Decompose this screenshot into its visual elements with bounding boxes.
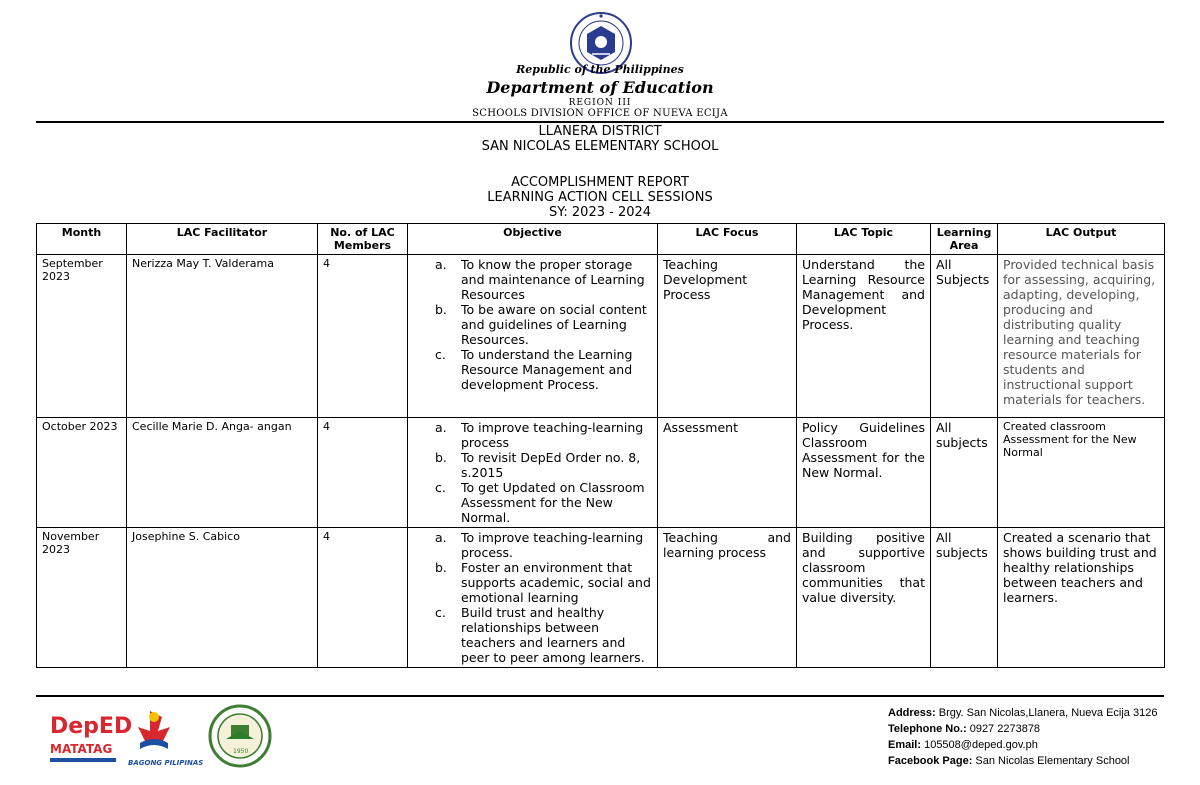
district-name: LLANERA DISTRICT [538,124,662,139]
members-cell: 4 [318,528,408,668]
facilitator-cell: Cecille Marie D. Anga- angan [127,418,318,528]
table-row [37,528,1165,668]
topic-cell: Understand the Learning Resource Management and Development Process. [797,255,931,418]
bagong-pilipinas-logo-icon [128,711,203,767]
objective-item: a. To improve teaching-learning process [435,420,644,450]
area-cell: All Subjects [931,255,998,418]
header-topic: LAC Topic [797,224,931,255]
school-year: SY: 2023 - 2024 [548,205,652,220]
objective-item: a. To improve teaching-learning process. [435,530,644,560]
table-header-row [37,224,1165,255]
deped-matatag-logo-icon [50,714,132,762]
contact-block [888,705,1157,769]
objective-item: c. To get Updated on Classroom Assessment for the New Normal. [435,480,645,525]
bagong-pilipinas-text: BAGONG PILIPINAS [128,759,204,767]
header-output: LAC Output [998,224,1165,255]
division-line: SCHOOLS DIVISION OFFICE OF NUEVA ECIJA [472,108,728,119]
department-name: Department of Education [486,78,714,97]
footer-divider [36,695,1164,697]
region-line: REGION III [568,98,632,108]
footer-logo-strip [50,703,300,769]
objective-cell [408,528,658,668]
facilitator-cell: Josephine S. Cabico [127,528,318,668]
table-row [37,255,1165,418]
lac-table [36,223,1165,668]
republic-line: Republic of the Philippines [516,63,684,76]
matatag-logo-text: MATATAG [50,742,113,756]
members-cell: 4 [318,418,408,528]
output-cell: Provided technical basis for assessing, acquiring, adapting, developing, producing and distributing quality learning and teaching resource materials for students and instructional support materials for teachers. [998,255,1165,418]
report-heading [0,175,1200,220]
topic-cell: Policy Guidelines Classroom Assessment for the New Normal. [797,418,931,528]
objective-item: c. Build trust and healthy relationships between teachers and learners and peer to peer among learners. [435,605,645,665]
report-title: ACCOMPLISHMENT REPORT [511,175,689,190]
deped-logo-text: DepED [50,714,133,739]
output-cell: Created a scenario that shows building trust and healthy relationships between teachers and learners. [998,528,1165,668]
month-cell: November 2023 [37,528,127,668]
school-seal-year: 1950 [233,748,249,755]
members-cell: 4 [318,255,408,418]
objective-item: a. To know the proper storage and maintenance of Learning Resources [435,257,645,302]
header-divider [36,121,1164,123]
output-cell: Created classroom Assessment for the New Normal [998,418,1165,528]
table-row [37,418,1165,528]
objective-cell [408,255,658,418]
objective-item: b. Foster an environment that supports academic, social and emotional learning [435,560,651,605]
objective-cell [408,418,658,528]
header-focus: LAC Focus [658,224,797,255]
month-cell: October 2023 [37,418,127,528]
header-facilitator: LAC Facilitator [127,224,318,255]
report-subtitle: LEARNING ACTION CELL SESSIONS [487,190,713,205]
topic-cell: Building positive and supportive classroom communities that value diversity. [797,528,931,668]
objective-item: b. To revisit DepEd Order no. 8, s.2015 [435,450,641,480]
school-name: SAN NICOLAS ELEMENTARY SCHOOL [481,139,719,154]
email-line: Email: 105508@deped.gov.ph [888,739,1038,751]
facebook-line: Facebook Page: San Nicolas Elementary School [888,755,1130,767]
footer-logos [50,703,300,773]
objective-item: b. To be aware on social content and guidelines of Learning Resources. [435,302,647,347]
month-cell: September 2023 [37,255,127,418]
header-members: No. of LAC Members [318,224,408,255]
facilitator-cell: Nerizza May T. Valderama [127,255,318,418]
school-seal-icon [210,706,270,766]
focus-cell: Teaching and learning process [658,528,797,668]
objective-item: c. To understand the Learning Resource Management and development Process. [435,347,633,392]
school-heading [0,124,1200,154]
header-month: Month [37,224,127,255]
address-line: Address: Brgy. San Nicolas,Llanera, Nueva Ecija 3126 [888,707,1158,719]
header-objective: Objective [408,224,658,255]
area-cell: All subjects [931,418,998,528]
telephone-line: Telephone No.: 0927 2273878 [888,723,1041,735]
focus-cell: Teaching Development Process [658,255,797,418]
focus-cell: Assessment [658,418,797,528]
area-cell: All subjects [931,528,998,668]
header-area: Learning Area [931,224,998,255]
